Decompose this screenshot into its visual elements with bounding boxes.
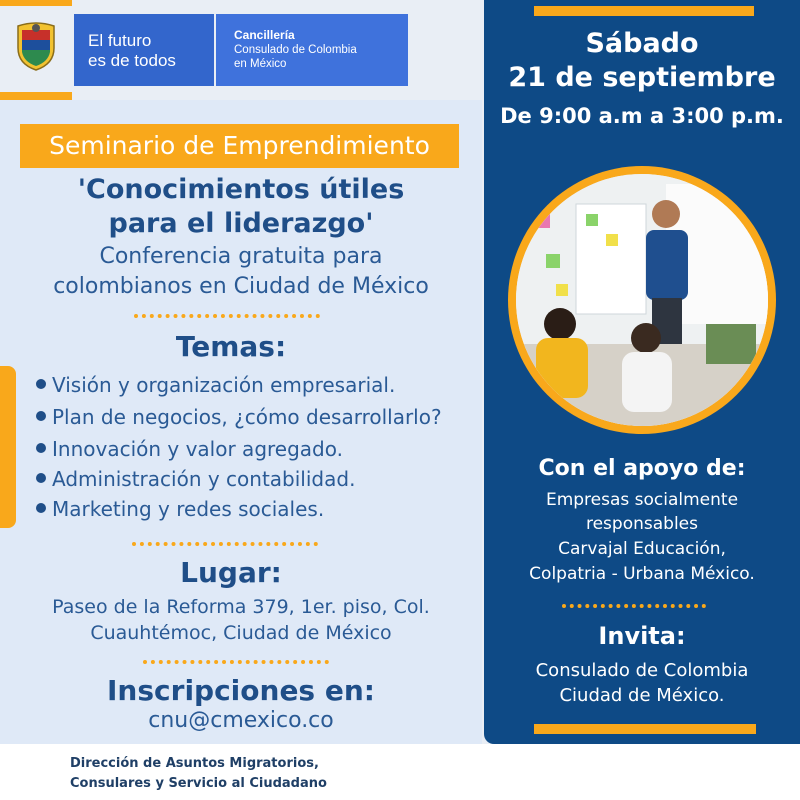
- event-day: Sábado: [585, 28, 699, 59]
- divider: [132, 542, 318, 546]
- support-line3: Carvajal Educación,: [558, 539, 726, 559]
- divider: [562, 604, 706, 608]
- entity-line2: Consulado de Colombia: [234, 44, 357, 56]
- place-line2: Cuauhtémoc, Ciudad de México: [90, 622, 392, 644]
- government-logo: [74, 14, 214, 86]
- list-item: Marketing y redes sociales.: [36, 497, 324, 521]
- place-heading: Lugar:: [180, 556, 282, 589]
- footer-line1: Dirección de Asuntos Migratorios,: [70, 756, 319, 771]
- event-time: De 9:00 a.m a 3:00 p.m.: [500, 104, 784, 128]
- header-accent-bottom: [0, 92, 72, 100]
- logo-line2: es de todos: [88, 51, 176, 70]
- footer-line2: Consulares y Servicio al Ciudadano: [70, 776, 327, 791]
- entity-line3: en México: [234, 58, 287, 70]
- invite-line1: Consulado de Colombia: [535, 660, 749, 681]
- list-item: Administración y contabilidad.: [36, 467, 355, 491]
- place-line1: Paseo de la Reforma 379, 1er. piso, Col.: [52, 596, 430, 618]
- support-line1: Empresas socialmente: [545, 490, 739, 510]
- side-accent-tab: [0, 366, 16, 528]
- bullet-icon: [36, 379, 46, 389]
- seminar-photo-illustration: [516, 174, 768, 426]
- event-subtitle-line2: colombianos en Ciudad de México: [53, 274, 429, 299]
- registration-heading: Inscripciones en:: [107, 674, 375, 707]
- divider: [134, 314, 320, 318]
- bullet-icon: [36, 473, 46, 483]
- topics-heading: Temas:: [175, 330, 287, 363]
- invite-line2: Ciudad de México.: [559, 685, 725, 706]
- list-item: Visión y organización empresarial.: [36, 373, 395, 397]
- bullet-icon: [36, 503, 46, 513]
- support-heading: Con el apoyo de:: [538, 456, 746, 481]
- top-accent-bar: [534, 6, 754, 16]
- bullet-icon: [36, 443, 46, 453]
- event-title-line2: para el liderazgo': [108, 208, 374, 239]
- bullet-icon: [36, 411, 46, 421]
- registration-email[interactable]: cnu@cmexico.co: [148, 708, 334, 733]
- footer: [0, 744, 800, 800]
- divider: [143, 660, 329, 664]
- bottom-accent-bar: [534, 724, 756, 734]
- entity-logo: [216, 14, 408, 86]
- coat-of-arms-icon: [14, 22, 58, 72]
- list-item: Innovación y valor agregado.: [36, 437, 343, 461]
- event-photo: [516, 174, 768, 426]
- list-item: Plan de negocios, ¿cómo desarrollarlo?: [36, 405, 442, 429]
- entity-title: Cancillería: [234, 28, 295, 42]
- header-accent-top: [0, 0, 72, 6]
- event-date: 21 de septiembre: [508, 62, 776, 93]
- support-line4: Colpatria - Urbana México.: [529, 564, 755, 584]
- logo-line1: El futuro: [88, 31, 152, 50]
- event-subtitle-line1: Conferencia gratuita para: [99, 244, 383, 269]
- support-line2: responsables: [585, 514, 698, 534]
- event-title-line1: 'Conocimientos útiles: [77, 174, 405, 205]
- invite-heading: Invita:: [598, 622, 686, 650]
- event-tag: Seminario de Emprendimiento: [20, 124, 459, 168]
